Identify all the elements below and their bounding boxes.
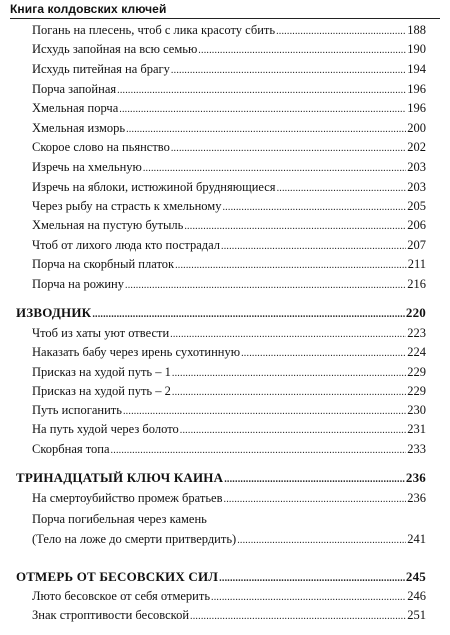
toc-entry-page: 251 xyxy=(407,608,426,622)
dot-leader xyxy=(221,238,406,256)
toc-entry[interactable] xyxy=(32,236,426,254)
toc-entry-title: На смертоубийство промеж братьев xyxy=(32,491,223,505)
toc-entry-title: Люто бесовское от себя отмерить xyxy=(32,589,211,603)
toc-entry-page: 190 xyxy=(407,42,426,56)
toc-section-title: ИЗВОДНИК xyxy=(16,305,92,320)
toc-entry-page: 216 xyxy=(407,277,426,291)
dot-leader xyxy=(222,199,406,217)
toc-entry-title: Исхудь запойная на всю семью xyxy=(32,42,198,56)
dot-leader xyxy=(198,42,406,60)
toc-section-title: ОТМЕРЬ ОТ БЕСОВСКИХ СИЛ xyxy=(16,569,219,584)
toc-entry[interactable] xyxy=(32,489,426,507)
toc-entry-page: 211 xyxy=(407,257,426,271)
dot-leader xyxy=(143,160,406,178)
toc-entry-title: Чтоб из хаты уют отвести xyxy=(32,326,170,340)
toc-section-title: ТРИНАДЦАТЫЙ КЛЮЧ КАИНА xyxy=(16,470,224,485)
toc-entry-page: 196 xyxy=(407,82,426,96)
toc-entry-page: 205 xyxy=(407,199,426,213)
toc-entry-title: Присказ на худой путь – 2 xyxy=(32,384,171,398)
dot-leader xyxy=(171,140,406,158)
toc-entry-title: На путь худой через болото xyxy=(32,422,179,436)
dot-leader xyxy=(172,384,406,402)
toc-entry[interactable] xyxy=(32,197,426,215)
toc-entry-title: Хмельная порча xyxy=(32,101,119,115)
toc-section-heading[interactable] xyxy=(16,568,426,586)
toc-entry-page: 202 xyxy=(407,140,426,154)
toc-entry-title: (Тело на ложе до смерти притвердить) xyxy=(32,532,237,546)
toc-entry[interactable] xyxy=(32,530,426,548)
dot-leader xyxy=(170,326,406,344)
toc-entry-title: Погань на плесень, чтоб с лика красоту сбить xyxy=(32,23,276,37)
toc-entry-page: 229 xyxy=(407,384,426,398)
toc-entry-title: Скорбная топа xyxy=(32,442,110,456)
toc-entry[interactable] xyxy=(32,21,426,39)
toc-entry[interactable] xyxy=(32,420,426,438)
toc-entry-page: 223 xyxy=(407,326,426,340)
dot-leader xyxy=(111,442,407,460)
toc-entry-page: 196 xyxy=(407,101,426,115)
toc-section-heading[interactable] xyxy=(16,304,426,322)
dot-leader xyxy=(184,218,406,236)
toc-entry-title: Порча на рожину xyxy=(32,277,124,291)
toc-entry-page: 231 xyxy=(407,422,426,436)
dot-leader xyxy=(224,471,405,489)
dot-leader xyxy=(172,365,406,383)
toc-entry-page: 224 xyxy=(407,345,426,359)
dot-leader xyxy=(241,345,406,363)
toc-entry-page: 246 xyxy=(407,589,426,603)
toc-section-heading[interactable] xyxy=(16,469,426,487)
toc-entry-title: Порча погибельная через камень xyxy=(32,512,207,526)
toc-entry[interactable] xyxy=(32,275,426,293)
book-title: Книга колдовских ключей xyxy=(10,2,167,16)
toc-entry[interactable] xyxy=(32,99,426,117)
toc-section-page: 220 xyxy=(405,305,426,320)
toc-entry-page: 207 xyxy=(407,238,426,252)
toc-entry[interactable] xyxy=(32,401,426,419)
dot-leader xyxy=(175,257,407,275)
toc-entry[interactable] xyxy=(32,606,426,624)
toc-entry-page: 236 xyxy=(407,491,426,505)
toc-entry[interactable] xyxy=(32,343,426,361)
toc-entry[interactable] xyxy=(32,255,426,273)
toc-section-page: 236 xyxy=(405,470,426,485)
toc-entry-page: 241 xyxy=(407,532,426,546)
dot-leader xyxy=(117,82,406,100)
toc-entry[interactable] xyxy=(32,440,426,458)
toc-entry-page: 206 xyxy=(407,218,426,232)
dot-leader xyxy=(224,491,407,509)
toc-entry[interactable] xyxy=(32,178,426,196)
toc-section-page: 245 xyxy=(405,569,426,584)
dot-leader xyxy=(119,101,406,119)
toc-entry-page: 233 xyxy=(407,442,426,456)
toc-entry-title: Хмельная изморь xyxy=(32,121,126,135)
toc-entry-page: 230 xyxy=(407,403,426,417)
toc-entry-page: 200 xyxy=(407,121,426,135)
toc-entry-title: Путь испоганить xyxy=(32,403,122,417)
toc-entry-page: 188 xyxy=(407,23,426,37)
toc-entry-title: Через рыбу на страсть к хмельному xyxy=(32,199,222,213)
dot-leader xyxy=(277,180,407,198)
toc-entry[interactable] xyxy=(32,158,426,176)
toc-entry[interactable] xyxy=(32,138,426,156)
dot-leader xyxy=(180,422,406,440)
toc-entry-page: 203 xyxy=(407,160,426,174)
toc-entry[interactable] xyxy=(32,587,426,605)
toc-entry-title: Исхудь питейная на брагу xyxy=(32,62,170,76)
toc-entry-title: Порча запойная xyxy=(32,82,117,96)
toc-entry[interactable] xyxy=(32,363,426,381)
toc-entry-title: Изречь на хмельную xyxy=(32,160,142,174)
toc-entry-page: 229 xyxy=(407,365,426,379)
toc-entry-title: Чтоб от лихого люда кто пострадал xyxy=(32,238,220,252)
toc-entry[interactable] xyxy=(32,119,426,137)
dot-leader xyxy=(125,277,406,295)
toc-entry-title: Присказ на худой путь – 1 xyxy=(32,365,171,379)
dot-leader xyxy=(92,306,405,324)
toc-entry-title: Скорое слово на пьянство xyxy=(32,140,170,154)
toc-entry[interactable] xyxy=(32,510,426,528)
toc-entry-title: Наказать бабу через ирень сухотинную xyxy=(32,345,241,359)
toc-entry[interactable] xyxy=(32,324,426,342)
toc-entry-page: 203 xyxy=(407,180,426,194)
toc-entry[interactable] xyxy=(32,60,426,78)
toc-entry-title: Хмельная на пустую бутыль xyxy=(32,218,184,232)
toc-entry[interactable] xyxy=(32,40,426,58)
toc-entry-title: Знак строптивости бесовской xyxy=(32,608,190,622)
toc-entry-page: 194 xyxy=(407,62,426,76)
dot-leader xyxy=(126,121,406,139)
toc-entry[interactable] xyxy=(32,80,426,98)
dot-leader xyxy=(211,589,406,607)
toc-entry-title: Порча на скорбный платок xyxy=(32,257,175,271)
toc-entry-title: Изречь на яблоки, истюжиной брудняющиеся xyxy=(32,180,276,194)
dot-leader xyxy=(237,532,406,550)
dot-leader xyxy=(219,570,405,588)
dot-leader xyxy=(123,403,406,421)
toc-entry[interactable] xyxy=(32,382,426,400)
dot-leader xyxy=(276,23,406,41)
dot-leader xyxy=(171,62,406,80)
toc-entry[interactable] xyxy=(32,216,426,234)
dot-leader xyxy=(190,608,406,626)
